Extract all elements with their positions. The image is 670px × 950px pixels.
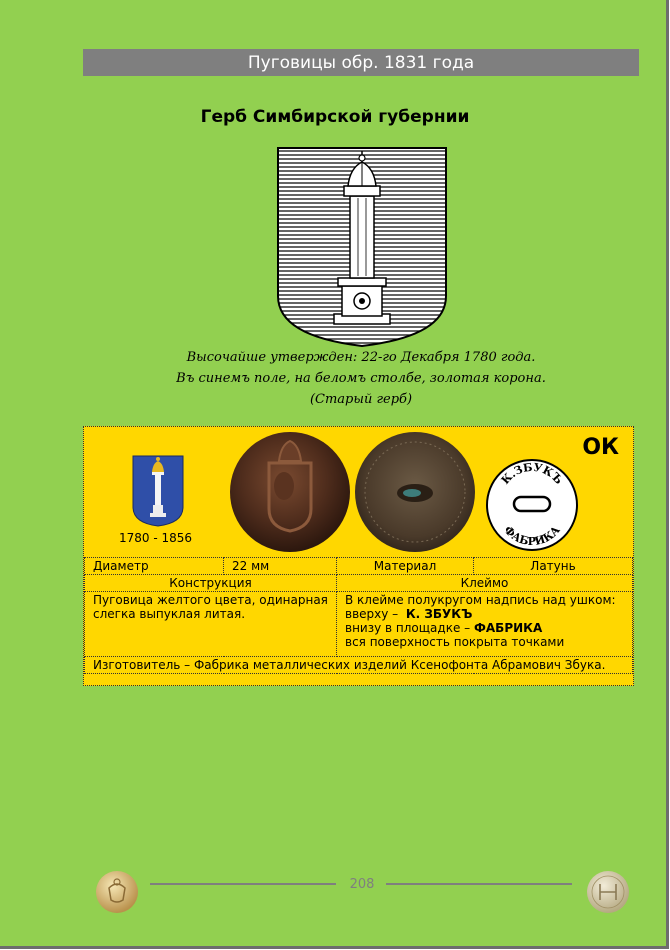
right-footer-coin-image <box>586 870 630 914</box>
caption-line-note: (Старый герб) <box>309 392 413 407</box>
mark-label: Клеймо <box>337 575 633 592</box>
button-front-photo <box>229 431 351 553</box>
mark-sketch-bottom-text: ФАБРИКА <box>501 523 563 549</box>
mark-line-2-prefix: вверху – <box>345 607 399 621</box>
left-footer-coin-image <box>95 870 139 914</box>
specs-table <box>84 557 633 674</box>
mark-line-1: В клейме полукругом надпись над ушком: <box>345 593 616 607</box>
construction-label: Конструкция <box>85 575 337 592</box>
mark-line-2 <box>345 607 624 621</box>
material-value: Латунь <box>474 558 633 575</box>
caption-line-description: Въ синемъ поле, на беломъ столбе, золотая корона. <box>176 371 546 386</box>
footer-line-left <box>150 883 336 885</box>
caption-line-approved: Высочайше утвержден: 22-го Декабря 1780 года. <box>186 350 536 365</box>
footer-line-right <box>386 883 572 885</box>
emblem-title: Герб Симбирской губернии <box>200 107 470 127</box>
construction-text: Пуговица желтого цвета, одинарная слегка выпуклая литая. <box>85 592 337 657</box>
maker-mark-sketch <box>484 457 580 553</box>
mark-sketch-top-text: К.ЗБУКЪ <box>498 460 566 487</box>
simbirsk-coat-of-arms-image <box>276 146 448 348</box>
mark-line-3 <box>345 621 624 635</box>
maker-text: Изготовитель – Фабрика металлических изделий Ксенофонта Абрамович Збука. <box>85 657 633 674</box>
status-badge: ОК <box>582 435 619 460</box>
mark-line-3-value: ФАБРИКА <box>473 621 543 635</box>
section-header: Пуговицы обр. 1831 года <box>83 49 639 76</box>
material-label: Материал <box>337 558 474 575</box>
photo-row <box>84 427 633 557</box>
page-number: 208 <box>349 877 375 892</box>
button-info-card <box>83 426 634 686</box>
diameter-label: Диаметр <box>85 558 224 575</box>
button-back-photo <box>354 431 476 553</box>
mark-line-4: вся поверхность покрыта точками <box>345 635 565 649</box>
diameter-value: 22 мм <box>224 558 337 575</box>
mark-description <box>337 592 633 657</box>
years-label: 1780 - 1856 <box>119 531 193 545</box>
mark-line-2-value: К. ЗБУКЪ <box>405 607 473 621</box>
mark-line-3-prefix: внизу в площадке – <box>345 621 471 635</box>
small-coat-of-arms-image <box>132 455 184 527</box>
